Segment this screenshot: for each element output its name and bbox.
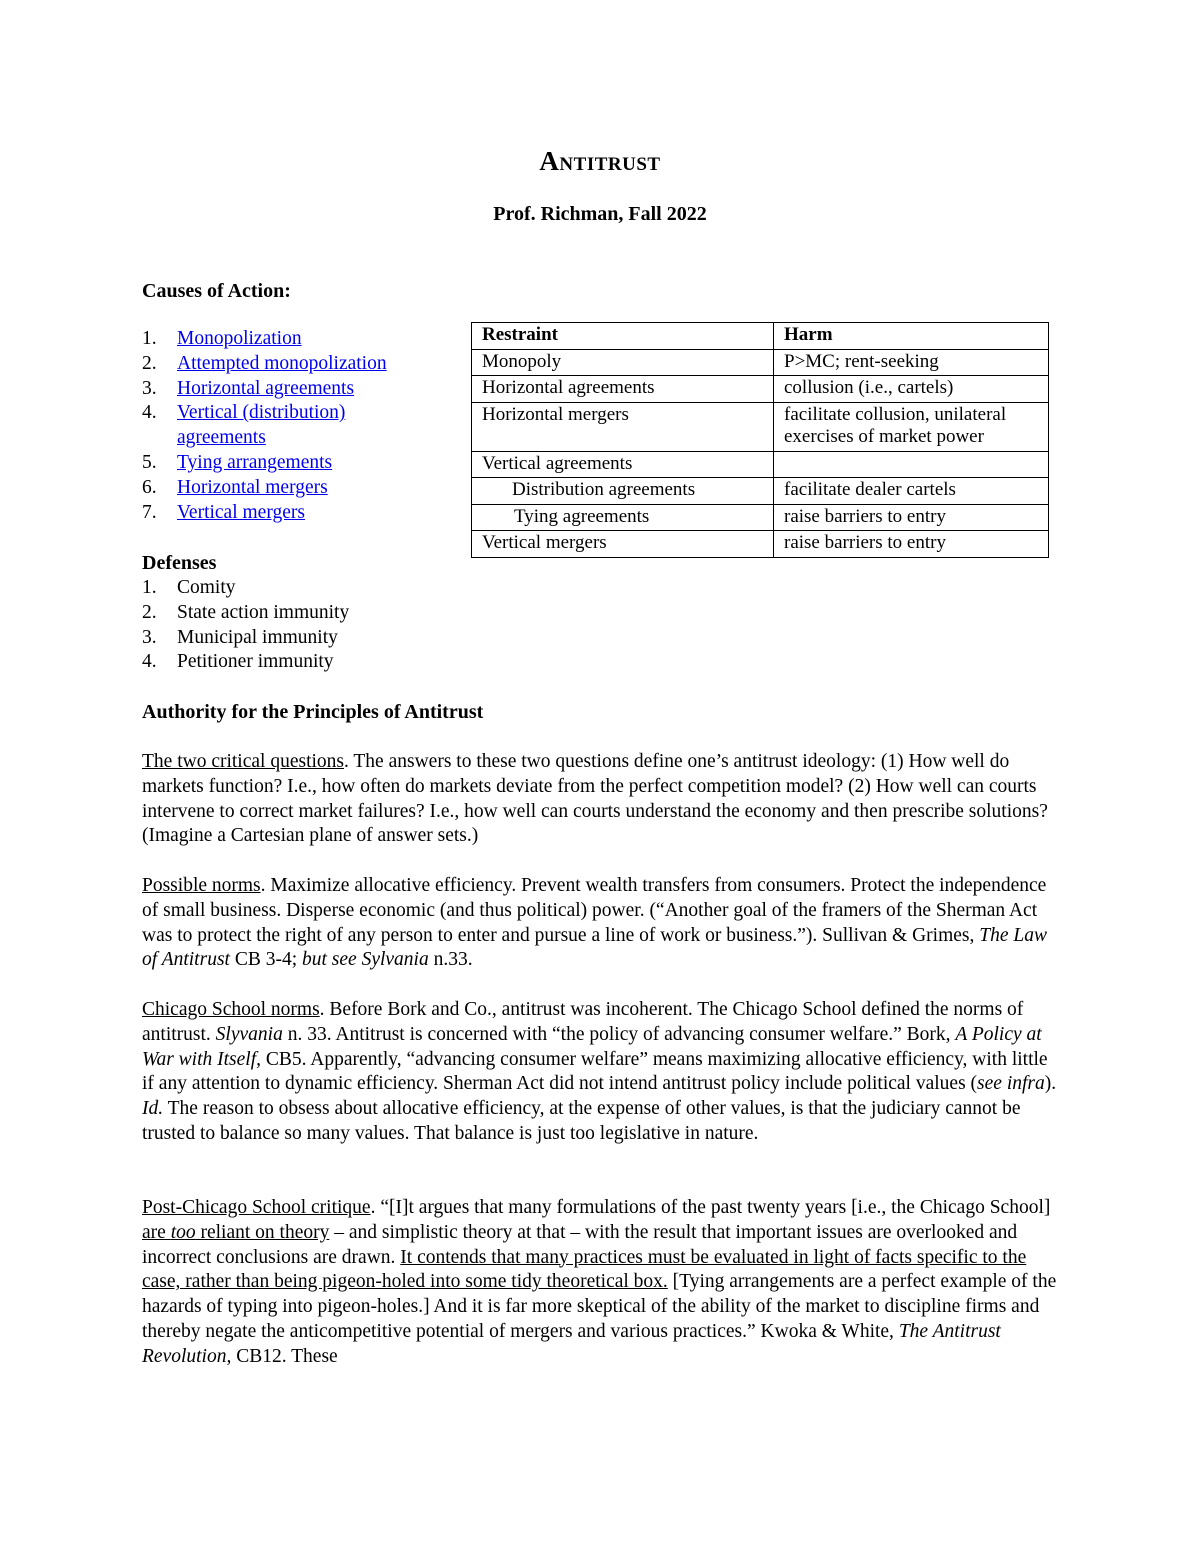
paragraph-lead: Post-Chicago School critique	[142, 1197, 371, 1218]
underlined-sentence: It contends that many practices must be evaluated in light of facts specific to the case, rather than being pigeon-holed into some tidy theoretical box.	[142, 1246, 1027, 1293]
authority-heading: Authority for the Principles of Antitrust	[142, 701, 484, 723]
table-cell: Vertical mergers	[472, 531, 774, 558]
list-item: 1. Comity	[142, 577, 236, 598]
paragraph-lead: Chicago School norms	[142, 999, 320, 1020]
table-row	[472, 478, 1049, 505]
list-item: 3. Horizontal agreements	[142, 377, 355, 399]
paragraph-possible-norms: Possible norms. Maximize allocative efficiency. Prevent wealth transfers from consumers. Protect the independence of small business. Disperse economic (and thus political) power. (“Another goal of the framers of the Sherman Act was to protect the right of any person to enter and pursue a line of work or business.”). Sullivan & Grimes, The Law of Antitrust CB 3-4; but see Sylvania n.33.	[142, 875, 1047, 971]
citation: A Policy at War with Itself,	[142, 1023, 1042, 1070]
list-item: 4. Petitioner immunity	[142, 651, 334, 673]
causes-heading: Causes of Action:	[142, 280, 291, 302]
table-header-harm: Harm	[774, 323, 1049, 350]
cause-link-tying-arrangements[interactable]: Tying arrangements	[177, 451, 333, 473]
table-cell: facilitate dealer cartels	[774, 478, 1049, 505]
underlined-phrase: are too reliant on theory	[142, 1221, 330, 1243]
table-cell: Horizontal mergers	[472, 402, 774, 451]
page-title: Antitrust	[539, 146, 661, 176]
defenses-heading: Defenses	[142, 552, 217, 574]
cause-link-horizontal-mergers[interactable]: Horizontal mergers	[177, 476, 328, 498]
table-row	[472, 402, 1049, 451]
table-cell: P>MC; rent-seeking	[774, 349, 1049, 376]
table-cell: facilitate collusion, unilateral exercises of market power	[774, 402, 1049, 451]
causes-list	[142, 327, 432, 525]
defense-label: Comity	[177, 577, 236, 598]
cause-link-vertical-mergers[interactable]: Vertical mergers	[177, 501, 305, 523]
citation: but see Sylvania	[302, 949, 429, 971]
table-cell: Tying agreements	[472, 504, 774, 531]
page-subtitle: Prof. Richman, Fall 2022	[493, 203, 707, 225]
cause-link-attempted-monopolization[interactable]: Attempted monopolization	[177, 352, 387, 374]
table-row	[472, 349, 1049, 376]
citation: The Law of Antitrust	[142, 924, 1047, 971]
table-cell	[774, 451, 1049, 478]
table-header-restraint: Restraint	[472, 323, 774, 350]
table-cell: raise barriers to entry	[774, 504, 1049, 531]
defense-label: State action immunity	[177, 601, 350, 623]
list-item: 2. Attempted monopolization	[142, 352, 387, 374]
restraint-harm-table	[471, 322, 1049, 558]
cause-link-vertical-agreements[interactable]: Vertical (distribution) agreements	[177, 402, 346, 449]
paragraph-chicago-school: Chicago School norms. Before Bork and Co., antitrust was incoherent. The Chicago School defined the norms of antitrust. Slyvania n. 33. Antitrust is concerned with “the policy of advancing consumer welfare.” Bork, A Policy at War with Itself, CB5. Apparently, “advancing consumer welfare” means maximizing allocative efficiency, with little if any attention to dynamic efficiency. Sherman Act did not intend antitrust policy include political values (see infra). Id. The reason to obsess about allocative efficiency, at the expense of other values, is that the judiciary cannot be trusted to balance so many values. That balance is just too legislative in nature.	[142, 999, 1057, 1144]
paragraph-lead: The two critical questions	[142, 751, 344, 772]
cause-link-monopolization[interactable]: Monopolization	[177, 328, 302, 349]
table-cell: collusion (i.e., cartels)	[774, 376, 1049, 403]
table-cell: Vertical agreements	[472, 451, 774, 478]
paragraph-lead: Possible norms	[142, 875, 261, 896]
table-row	[472, 376, 1049, 403]
list-item: 7. Vertical mergers	[142, 501, 305, 523]
defense-label: Petitioner immunity	[177, 651, 334, 673]
paragraph-post-chicago: Post-Chicago School critique. “[I]t argues that many formulations of the past twenty years [i.e., the Chicago School] are too reliant on theory – and simplistic theory at that – with the result that important issues are overlooked and incorrect conclusions are drawn. It contends that many practices must be evaluated in light of facts specific to the case, rather than being pigeon-holed into some tidy theoretical box. [Tying arrangements are a perfect example of the hazards of typing into pigeon-holes.] And it is far more skeptical of the ability of the market to discipline firms and thereby negate the anticompetitive potential of mergers and various practices.” Kwoka & White, The Antitrust Revolution, CB12. These	[142, 1197, 1057, 1367]
table-cell: Distribution agreements	[472, 478, 774, 505]
cause-link-horizontal-agreements[interactable]: Horizontal agreements	[177, 377, 355, 399]
list-item: 3. Municipal immunity	[142, 626, 338, 648]
table-row	[472, 531, 1049, 558]
list-item: 2. State action immunity	[142, 601, 350, 623]
table-header-row	[472, 323, 1049, 350]
table-cell: Horizontal agreements	[472, 376, 774, 403]
citation: see infra	[977, 1073, 1045, 1095]
list-item: 1. Monopolization	[142, 328, 302, 349]
citation: The Antitrust Revolution,	[142, 1320, 1001, 1367]
defenses-list	[142, 576, 442, 675]
list-item: 6. Horizontal mergers	[142, 476, 328, 498]
list-item: 5. Tying arrangements	[142, 451, 333, 473]
list-item: 4. Vertical (distribution) agreements	[142, 402, 346, 449]
paragraph-critical-questions: The two critical questions. The answers to these two questions define one’s antitrust ideology: (1) How well do markets function? I.e., how often do markets deviate from the perfect competition model? (2) How well can courts intervene to correct market failures? I.e., how well can courts understand the economy and then prescribe solutions? (Imagine a Cartesian plane of answer sets.)	[142, 751, 1048, 847]
table-row	[472, 451, 1049, 478]
citation: Slyvania	[215, 1023, 283, 1045]
table-cell: Monopoly	[472, 349, 774, 376]
table-cell: raise barriers to entry	[774, 531, 1049, 558]
defense-label: Municipal immunity	[177, 626, 338, 648]
table-row	[472, 504, 1049, 531]
citation: Id.	[142, 1098, 164, 1120]
